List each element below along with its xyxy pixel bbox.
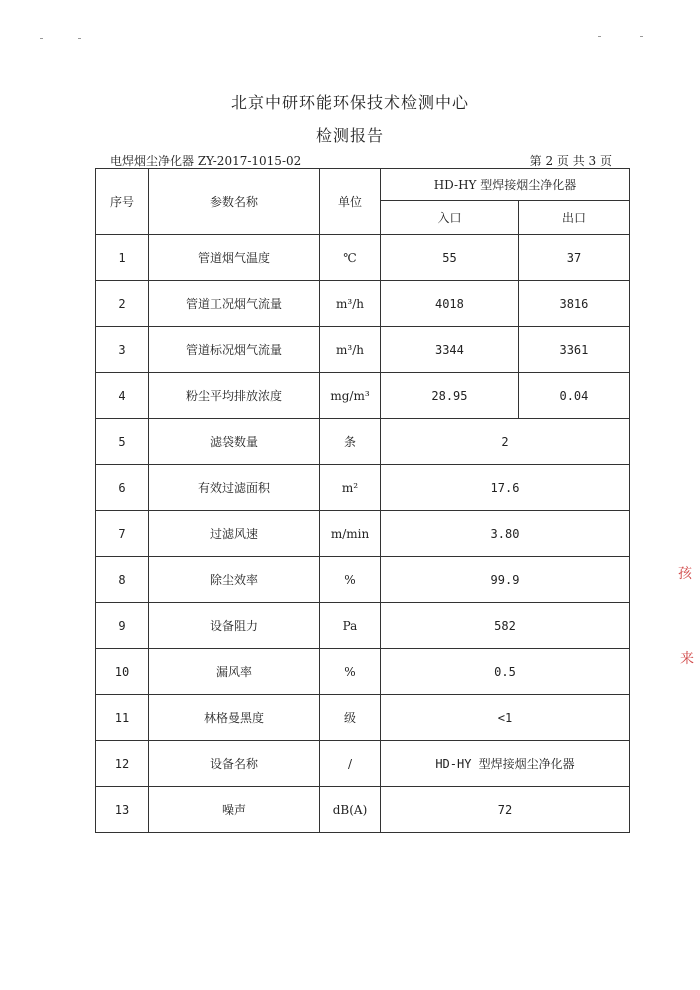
param-name: 管道工况烟气流量: [149, 281, 320, 327]
row-number: 1: [96, 235, 149, 281]
value-cell: 0.5: [381, 649, 630, 695]
row-number: 13: [96, 787, 149, 833]
value-cell: 17.6: [381, 465, 630, 511]
document-number: 电焊烟尘净化器 ZY-2017-1015-02: [110, 154, 302, 168]
inlet-value: 3344: [381, 327, 519, 373]
table-row: [96, 327, 630, 373]
row-number: 8: [96, 557, 149, 603]
value-cell: 72: [381, 787, 630, 833]
param-name: 管道烟气温度: [149, 235, 320, 281]
inlet-value: 55: [381, 235, 519, 281]
margin-mark: 孩: [678, 566, 692, 582]
table-row: [96, 373, 630, 419]
col-inlet: 入口: [381, 201, 519, 235]
value-cell: 582: [381, 603, 630, 649]
table-row: [96, 511, 630, 557]
row-number: 7: [96, 511, 149, 557]
param-name: 噪声: [149, 787, 320, 833]
param-name: 滤袋数量: [149, 419, 320, 465]
value-cell: 2: [381, 419, 630, 465]
page-info: 第 2 页 共 3 页: [529, 154, 612, 168]
value-cell: <1: [381, 695, 630, 741]
value-cell: HD-HY 型焊接烟尘净化器: [381, 741, 630, 787]
col-unit: 单位: [320, 169, 381, 235]
document-title: 检测报告: [315, 126, 384, 145]
param-name: 管道标况烟气流量: [149, 327, 320, 373]
value-cell: 99.9: [381, 557, 630, 603]
table-row: [96, 603, 630, 649]
param-name: 除尘效率: [149, 557, 320, 603]
unit-cell: m³/h: [320, 327, 381, 373]
row-number: 12: [96, 741, 149, 787]
param-name: 林格曼黑度: [149, 695, 320, 741]
outlet-value: 37: [518, 235, 629, 281]
param-name: 设备名称: [149, 741, 320, 787]
row-number: 6: [96, 465, 149, 511]
outlet-value: 3816: [518, 281, 629, 327]
row-number: 4: [96, 373, 149, 419]
unit-cell: /: [320, 741, 381, 787]
table-row: [96, 281, 630, 327]
outlet-value: 0.04: [518, 373, 629, 419]
table-row: [96, 419, 630, 465]
table-row: [96, 557, 630, 603]
row-number: 5: [96, 419, 149, 465]
param-name: 设备阻力: [149, 603, 320, 649]
table-row: [96, 465, 630, 511]
row-number: 11: [96, 695, 149, 741]
unit-cell: m/min: [320, 511, 381, 557]
unit-cell: ℃: [320, 235, 381, 281]
unit-cell: %: [320, 649, 381, 695]
table-row: [96, 649, 630, 695]
table-row: [96, 787, 630, 833]
param-name: 漏风率: [149, 649, 320, 695]
unit-cell: %: [320, 557, 381, 603]
equipment-header: HD-HY 型焊接烟尘净化器: [381, 169, 630, 201]
report-table: [95, 168, 630, 833]
unit-cell: Pa: [320, 603, 381, 649]
organization-name: 北京中研环能环保技术检测中心: [230, 93, 469, 112]
col-serial: 序号: [96, 169, 149, 235]
row-number: 10: [96, 649, 149, 695]
table-row: [96, 235, 630, 281]
inlet-value: 28.95: [381, 373, 519, 419]
unit-cell: mg/m³: [320, 373, 381, 419]
unit-cell: 级: [320, 695, 381, 741]
table-row: [96, 741, 630, 787]
unit-cell: 条: [320, 419, 381, 465]
param-name: 粉尘平均排放浓度: [149, 373, 320, 419]
col-outlet: 出口: [518, 201, 629, 235]
outlet-value: 3361: [518, 327, 629, 373]
row-number: 2: [96, 281, 149, 327]
col-param: 参数名称: [149, 169, 320, 235]
margin-mark: 来: [680, 651, 694, 667]
header-row: [96, 169, 630, 201]
unit-cell: m³/h: [320, 281, 381, 327]
row-number: 3: [96, 327, 149, 373]
unit-cell: m²: [320, 465, 381, 511]
param-name: 过滤风速: [149, 511, 320, 557]
param-name: 有效过滤面积: [149, 465, 320, 511]
unit-cell: dB(A): [320, 787, 381, 833]
table-row: [96, 695, 630, 741]
value-cell: 3.80: [381, 511, 630, 557]
inlet-value: 4018: [381, 281, 519, 327]
row-number: 9: [96, 603, 149, 649]
